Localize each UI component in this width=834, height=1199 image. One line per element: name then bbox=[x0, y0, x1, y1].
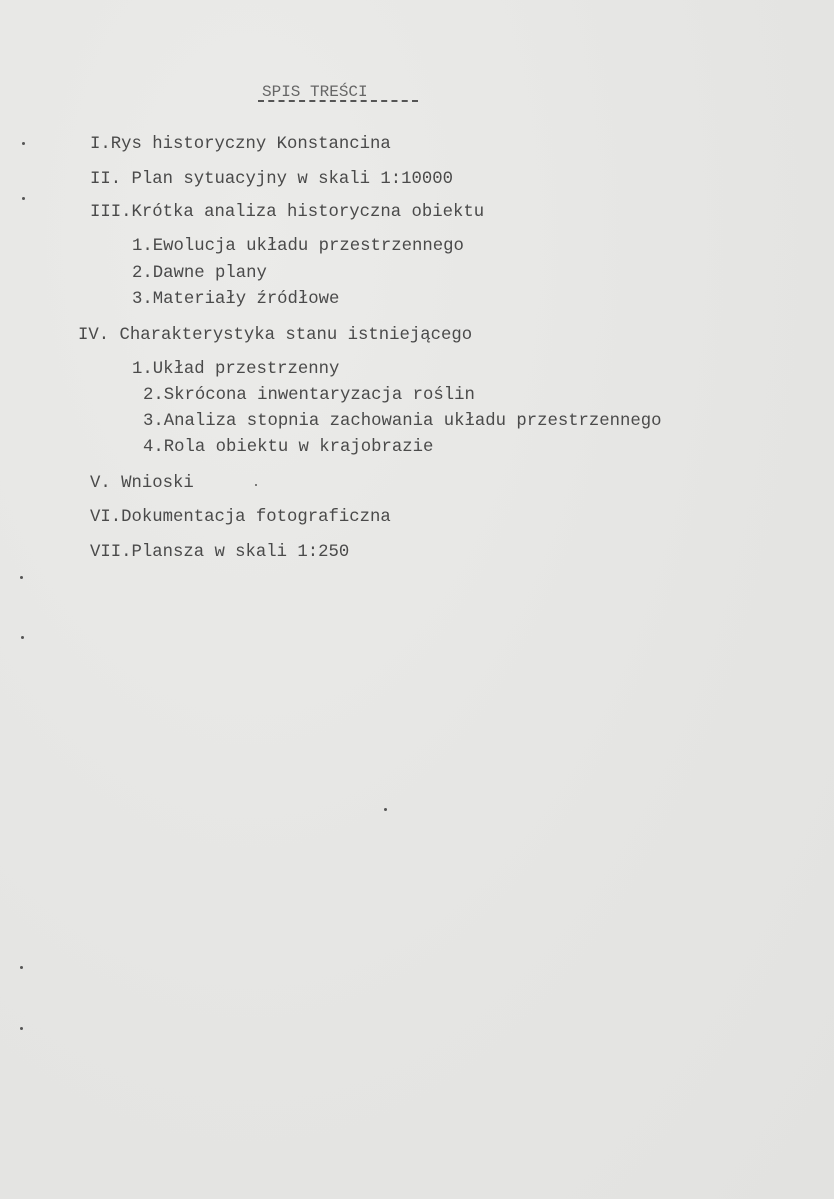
toc-entry-1: I.Rys historyczny Konstancina bbox=[90, 135, 391, 154]
toc-subentry-3-2: 2.Dawne plany bbox=[132, 264, 267, 283]
paper-speck bbox=[20, 966, 23, 969]
paper-speck bbox=[22, 197, 25, 200]
toc-entry-6: VI.Dokumentacja fotograficzna bbox=[90, 508, 391, 527]
title-underline bbox=[258, 100, 418, 102]
toc-entry-4: IV. Charakterystyka stanu istniejącego bbox=[78, 326, 473, 345]
toc-entry-3: III.Krótka analiza historyczna obiektu bbox=[90, 203, 485, 222]
toc-subentry-3-3: 3.Materiały źródłowe bbox=[132, 290, 340, 309]
document-title: SPIS TREŚCI bbox=[262, 83, 368, 101]
toc-subentry-3-1: 1.Ewolucja układu przestrzennego bbox=[132, 237, 464, 256]
toc-entry-7: VII.Plansza w skali 1:250 bbox=[90, 543, 350, 562]
paper-speck bbox=[20, 576, 23, 579]
toc-subentry-4-3: 3.Analiza stopnia zachowania układu przestrzennego bbox=[143, 412, 662, 431]
paper-speck bbox=[384, 808, 387, 811]
toc-subentry-4-4: 4.Rola obiektu w krajobrazie bbox=[143, 438, 434, 457]
toc-entry-2: II. Plan sytuacyjny w skali 1:10000 bbox=[90, 170, 453, 189]
toc-subentry-4-2: 2.Skrócona inwentaryzacja roślin bbox=[143, 386, 475, 405]
paper-speck bbox=[22, 142, 25, 145]
toc-subentry-4-1: 1.Układ przestrzenny bbox=[132, 360, 340, 379]
toc-entry-5: V. Wnioski bbox=[90, 474, 194, 493]
paper-speck bbox=[255, 484, 257, 486]
paper-speck bbox=[21, 636, 24, 639]
paper-speck bbox=[20, 1027, 23, 1030]
